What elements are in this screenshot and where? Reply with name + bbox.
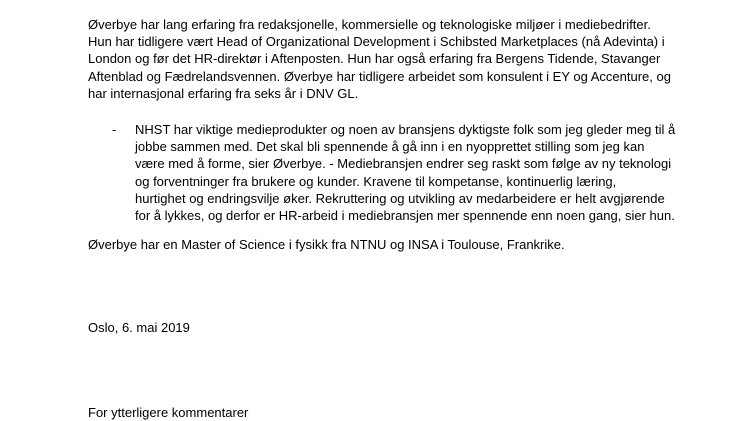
paragraph-background [88,16,688,102]
paragraph-line: Øverbye har lang erfaring fra redaksjonelle, kommersielle og teknologiske miljøer i mediebedrifter. [88,17,651,32]
bullet-line: for å lykkes, og derfor er HR-arbeid i mediebransjen mer spennende enn noen gang, sier hun. [135,208,675,224]
bullet-line: NHST har viktige medieprodukter og noen av bransjens dyktigste folk som jeg gleder meg til å [135,122,676,137]
paragraph-line: Aftenblad og Fædrelandsvennen. Øverbye har tidligere arbeidet som konsulent i EY og Accenture, og [88,68,671,84]
bullet-text [135,121,675,224]
date-text: Oslo, 6. mai 2019 [88,320,190,335]
bullet-line: jobbe sammen med. Det skal bli spennende å gå inn i en nyopprettet stilling som jeg kan [135,139,645,155]
footer-contact [88,404,688,421]
dateline [88,319,688,336]
education-text: Øverbye har en Master of Science i fysikk fra NTNU og INSA i Toulouse, Frankrike. [88,237,565,252]
bullet-marker: - [112,122,117,137]
paragraph-line: Hun har tidligere vært Head of Organizational Development i Schibsted Marketplaces (nå Adevinta) i [88,34,665,50]
bullet-line: være med å forme, sier Øverbye. - Mediebransjen endrer seg raskt som følge av ny teknologi [135,156,672,172]
bullet-line: og forventninger fra brukere og kunder. Kravene til kompetanse, kontinuerlig læring, [135,173,617,189]
paragraph-line: har internasjonal erfaring fra seks år i DNV GL. [88,85,359,101]
bullet-line: hurtighet og endringsvilje øker. Rekruttering og utvikling av medarbeidere er helt avgjørende [135,190,665,206]
footer-text: For ytterligere kommentarer [88,405,249,420]
paragraph-line: London og før det HR-direktør i Aftenposten. Hun har også erfaring fra Bergens Tidende, Stavanger [88,51,661,67]
paragraph-education [88,236,688,253]
